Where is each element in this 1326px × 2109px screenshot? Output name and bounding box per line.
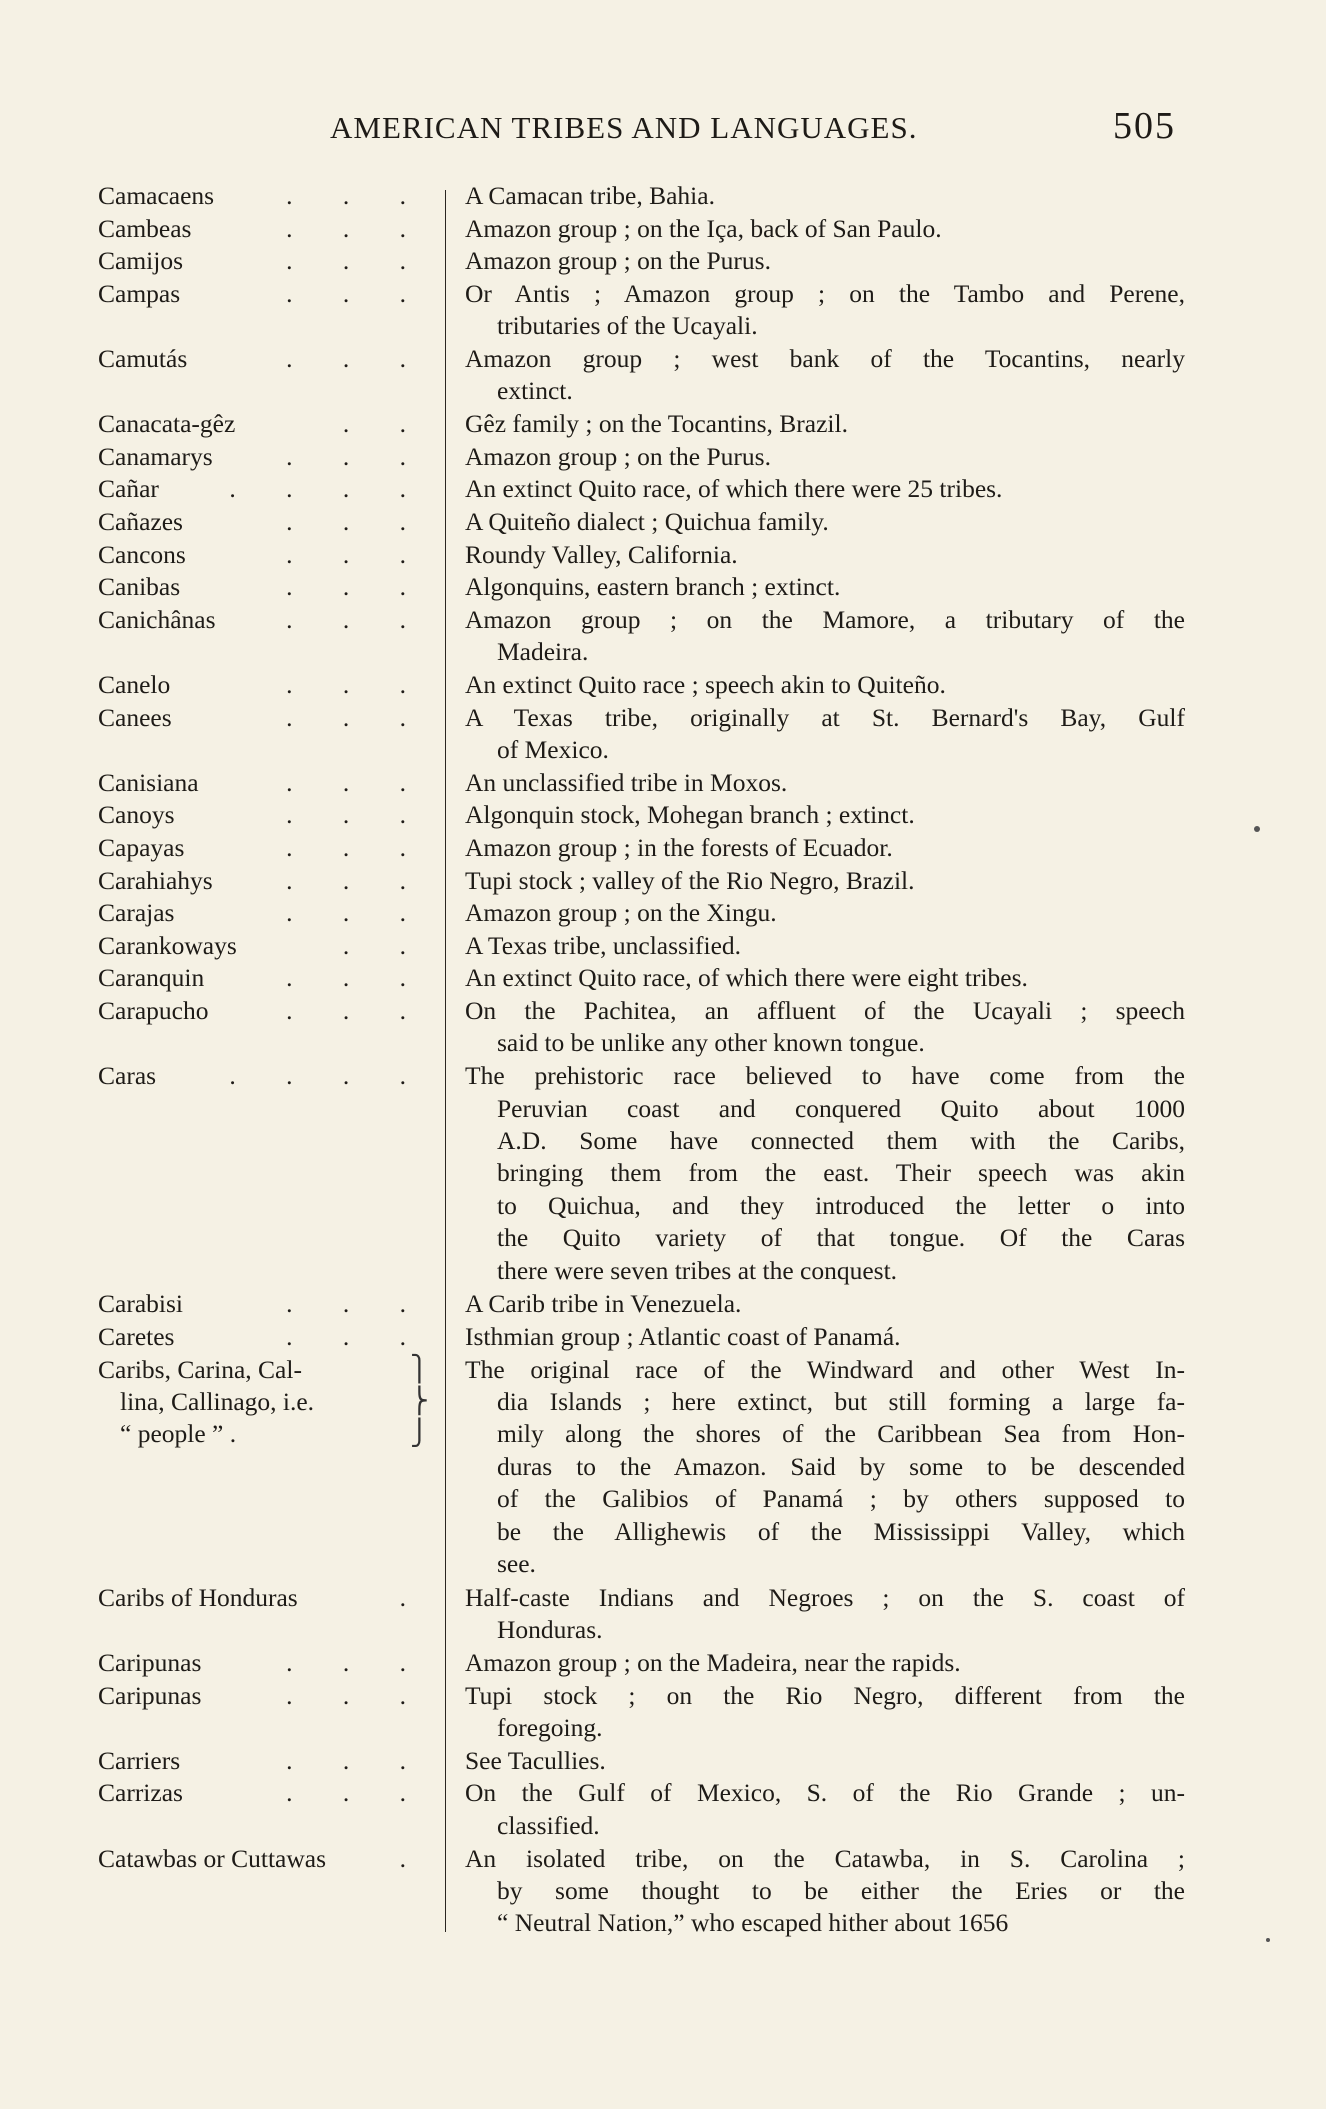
- entry-definition: [465, 343, 1185, 408]
- entry-term: [98, 539, 428, 571]
- leader-dots: . . .: [286, 441, 428, 471]
- entry-term-line: Caribs, Carina, Cal-: [98, 1354, 302, 1384]
- entry-definition: [465, 897, 1185, 929]
- leader-dots: . . .: [286, 898, 428, 928]
- entry-term-text: Carapucho: [98, 996, 209, 1025]
- definition-line: said to be unlike any other known tongue.: [497, 1028, 925, 1058]
- entry-definition: [465, 702, 1185, 767]
- entry-term: [98, 669, 428, 701]
- definition-line: “ Neutral Nation,” who escaped hither about 1656: [497, 1908, 1009, 1938]
- leader-dots: . . .: [286, 604, 428, 634]
- definition-line: An extinct Quito race ; speech akin to Quiteño.: [465, 670, 946, 699]
- margin-speck: [1266, 1938, 1270, 1942]
- entry-definition: [465, 539, 1185, 571]
- definition-line: An extinct Quito race, of which there were eight tribes.: [465, 963, 1028, 993]
- entry-definition: [465, 865, 1185, 897]
- entry-term: [98, 180, 428, 212]
- definition-line: Amazon group ; on the Iça, back of San Paulo.: [465, 213, 942, 243]
- entry-term: [98, 506, 428, 538]
- definition-line: Algonquins, eastern branch ; extinct.: [465, 572, 841, 602]
- entry-term: [98, 897, 428, 929]
- definition-line: of the Galibios of Panamá ; by others supposed to: [497, 1484, 1185, 1514]
- entry-term: [98, 995, 428, 1027]
- definition-line: An isolated tribe, on the Catawba, in S. Carolina ;: [465, 1843, 1185, 1873]
- definition-line: Or Antis ; Amazon group ; on the Tambo and Perene,: [465, 278, 1185, 308]
- definition-line: Amazon group ; west bank of the Tocantins, nearly: [465, 344, 1185, 373]
- leader-dots: . . . .: [229, 474, 428, 504]
- entry-term: [98, 962, 428, 994]
- leader-dots: . . .: [286, 507, 428, 536]
- entry-definition: [465, 245, 1185, 277]
- definition-line: duras to the Amazon. Said by some to be descended: [497, 1451, 1185, 1481]
- entry-term-text: Caripunas: [98, 1648, 202, 1677]
- entry-term-text: Cancons: [98, 539, 186, 569]
- leader-dots: . . .: [286, 1745, 428, 1775]
- entry-term: [98, 832, 428, 864]
- brace-mark: ⎫ ⎬ ⎭: [410, 1355, 429, 1448]
- leader-dots: . . .: [286, 800, 428, 830]
- entry-definition: [465, 1288, 1185, 1320]
- entry-term: [98, 1843, 428, 1875]
- entry-definition: [465, 1060, 1185, 1287]
- entry-term-text: Canees: [98, 702, 172, 732]
- leader-dots: . . .: [286, 833, 428, 862]
- leader-dots: . . .: [286, 246, 428, 276]
- definition-line: See Tacullies.: [465, 1745, 606, 1775]
- leader-dots: . . .: [286, 1680, 428, 1710]
- entry-term-text: Caras: [98, 1061, 157, 1091]
- definition-line: An unclassified tribe in Moxos.: [465, 767, 788, 797]
- entry-definition: [465, 962, 1185, 994]
- leader-dots: . . .: [286, 213, 428, 243]
- entry-definition: [465, 213, 1185, 245]
- entry-term: [98, 1321, 428, 1353]
- entry-term: [98, 1288, 428, 1320]
- definition-line: Algonquin stock, Mohegan branch ; extinct.: [465, 800, 915, 830]
- definition-line: Madeira.: [497, 637, 589, 667]
- definition-line: The original race of the Windward and other West In-: [465, 1354, 1185, 1384]
- entry-definition: [465, 995, 1185, 1060]
- running-head: AMERICAN TRIBES AND LANGUAGES.: [330, 110, 918, 145]
- entry-definition: [465, 571, 1185, 603]
- entry-term: [98, 245, 428, 277]
- entry-definition: [465, 408, 1185, 440]
- leader-dots: . . .: [286, 181, 428, 210]
- definition-line: Amazon group ; on the Purus.: [465, 441, 771, 471]
- leader-dots: . .: [342, 409, 428, 439]
- entry-term: [98, 865, 428, 897]
- entry-term-text: Carabisi: [98, 1289, 183, 1319]
- entry-term: [98, 1582, 428, 1614]
- entry-term-text: Canisiana: [98, 767, 199, 797]
- entry-term: [98, 278, 428, 310]
- leader-dots: . . .: [286, 344, 428, 373]
- definition-line: Amazon group ; on the Xingu.: [465, 898, 777, 928]
- definition-line: mily along the shores of the Caribbean Sea from Hon-: [497, 1419, 1185, 1449]
- leader-dots: . . .: [286, 702, 428, 732]
- definition-line: dia Islands ; here extinct, but still forming a large fa-: [497, 1387, 1185, 1416]
- definition-line: foregoing.: [497, 1713, 603, 1742]
- entry-term: [98, 1354, 438, 1451]
- entry-term-text: Camacaens: [98, 181, 215, 210]
- entry-term: [98, 767, 428, 799]
- leader-dots: . . .: [286, 539, 428, 569]
- leader-dots: . . .: [286, 278, 428, 308]
- definition-line: A.D. Some have connected them with the Caribs,: [497, 1126, 1185, 1155]
- entry-term-text: Carankoways: [98, 930, 237, 960]
- definition-line: An extinct Quito race, of which there were 25 tribes.: [465, 474, 1003, 504]
- definition-line: Amazon group ; in the forests of Ecuador.: [465, 833, 893, 862]
- entry-term: [98, 702, 428, 734]
- leader-dots: . . .: [286, 865, 428, 895]
- entry-term: [98, 1060, 428, 1092]
- definition-line: A Texas tribe, originally at St. Bernard's Bay, Gulf: [465, 702, 1185, 732]
- entry-term-text: Catawbas or Cuttawas: [98, 1843, 327, 1873]
- definition-line: of Mexico.: [497, 735, 609, 764]
- entry-definition: [465, 441, 1185, 473]
- definition-line: A Quiteño dialect ; Quichua family.: [465, 507, 829, 536]
- column-divider: [445, 190, 446, 1932]
- entry-term-line: “ people ” .: [120, 1419, 237, 1449]
- entry-term: [98, 1680, 428, 1712]
- definition-line: Half-caste Indians and Negroes ; on the S. coast of: [465, 1582, 1185, 1612]
- entry-definition: [465, 180, 1185, 212]
- entry-definition: [465, 473, 1185, 505]
- entry-term-text: Caretes: [98, 1322, 175, 1351]
- entry-definition: [465, 930, 1185, 962]
- entry-definition: [465, 1745, 1185, 1777]
- entry-term-text: Caranquin: [98, 963, 205, 993]
- leader-dots: . . .: [286, 996, 428, 1025]
- leader-dots: . . .: [286, 670, 428, 699]
- margin-speck: [1254, 826, 1260, 832]
- definition-line: Peruvian coast and conquered Quito about 1000: [497, 1093, 1185, 1123]
- definition-line: Amazon group ; on the Madeira, near the rapids.: [465, 1648, 961, 1677]
- entry-term: [98, 1777, 428, 1809]
- definition-line: Tupi stock ; valley of the Rio Negro, Brazil.: [465, 865, 915, 895]
- entry-term-text: Capayas: [98, 833, 185, 862]
- definition-line: On the Gulf of Mexico, S. of the Rio Grande ; un-: [465, 1778, 1185, 1808]
- definition-line: On the Pachitea, an affluent of the Ucayali ; speech: [465, 996, 1185, 1025]
- entry-term-text: Canamarys: [98, 441, 213, 471]
- definition-line: to Quichua, and they introduced the letter o into: [497, 1190, 1185, 1220]
- entry-term-text: Canichânas: [98, 604, 216, 634]
- definition-line: Isthmian group ; Atlantic coast of Panamá.: [465, 1322, 901, 1351]
- definition-line: A Texas tribe, unclassified.: [465, 930, 742, 960]
- entry-term-text: Camijos: [98, 246, 184, 276]
- entry-definition: [465, 1777, 1185, 1842]
- entry-definition: [465, 799, 1185, 831]
- definition-line: tributaries of the Ucayali.: [497, 311, 758, 341]
- entry-term-text: Cambeas: [98, 213, 192, 243]
- entry-term: [98, 1745, 428, 1777]
- entry-term-text: Carajas: [98, 898, 175, 928]
- entry-term-text: Carriers: [98, 1745, 181, 1775]
- entry-definition: [465, 1843, 1185, 1940]
- leader-dots: . .: [342, 930, 428, 960]
- definition-line: see.: [497, 1549, 536, 1579]
- entry-term: [98, 343, 428, 375]
- entry-term: [98, 213, 428, 245]
- leader-dots: . . .: [286, 767, 428, 797]
- entry-term-text: Caripunas: [98, 1680, 202, 1710]
- definition-line: there were seven tribes at the conquest.: [497, 1255, 898, 1285]
- entry-definition: [465, 1680, 1185, 1745]
- page-number: 505: [1113, 105, 1176, 147]
- entry-term-text: Caribs of Honduras: [98, 1582, 298, 1612]
- entry-term: [98, 604, 428, 636]
- leader-dots: . . . .: [229, 1061, 428, 1091]
- entry-term-text: Carrizas: [98, 1778, 183, 1808]
- entry-definition: [465, 669, 1185, 701]
- entry-term-line: lina, Callinago, i.e.: [120, 1387, 315, 1416]
- definition-line: Amazon group ; on the Mamore, a tributary of the: [465, 604, 1185, 634]
- leader-dots: .: [399, 1582, 428, 1612]
- definition-line: Roundy Valley, California.: [465, 539, 738, 569]
- definition-line: Honduras.: [497, 1615, 603, 1645]
- entry-term: [98, 441, 428, 473]
- entry-definition: [465, 1354, 1185, 1581]
- page-header: [330, 104, 1190, 148]
- definition-line: The prehistoric race believed to have come from the: [465, 1061, 1185, 1091]
- entry-definition: [465, 604, 1185, 669]
- entry-term-text: Campas: [98, 278, 181, 308]
- definition-line: extinct.: [497, 376, 573, 406]
- definition-line: bringing them from the east. Their speech was akin: [497, 1158, 1185, 1188]
- entry-term-text: Cañazes: [98, 507, 183, 536]
- definition-line: by some thought to be either the Eries or the: [497, 1876, 1185, 1905]
- definition-line: classified.: [497, 1810, 600, 1840]
- entry-definition: [465, 1321, 1185, 1353]
- definition-line: A Camacan tribe, Bahia.: [465, 181, 715, 210]
- leader-dots: . . .: [286, 1289, 428, 1319]
- entry-definition: [465, 506, 1185, 538]
- definition-line: the Quito variety of that tongue. Of the Caras: [497, 1223, 1185, 1253]
- leader-dots: . . .: [286, 1778, 428, 1808]
- entry-term-text: Canelo: [98, 670, 171, 699]
- entry-term: [98, 1647, 428, 1679]
- entry-definition: [465, 1647, 1185, 1679]
- entry-definition: [465, 1582, 1185, 1647]
- leader-dots: . . .: [286, 1648, 428, 1677]
- entry-term-text: Canacata-gêz: [98, 409, 236, 439]
- leader-dots: .: [399, 1843, 428, 1873]
- definition-line: Gêz family ; on the Tocantins, Brazil.: [465, 409, 848, 439]
- definition-line: be the Allighewis of the Mississippi Valley, which: [497, 1516, 1185, 1546]
- entry-term-text: Canoys: [98, 800, 175, 830]
- entry-definition: [465, 767, 1185, 799]
- definition-line: Tupi stock ; on the Rio Negro, different from the: [465, 1680, 1185, 1710]
- definition-line: Amazon group ; on the Purus.: [465, 246, 771, 276]
- entry-term-text: Carahiahys: [98, 865, 213, 895]
- entry-term-text: Cañar: [98, 474, 159, 504]
- entry-term: [98, 408, 428, 440]
- leader-dots: . . .: [286, 572, 428, 602]
- entry-term-text: Camutás: [98, 344, 188, 373]
- entry-term: [98, 930, 428, 962]
- definition-line: A Carib tribe in Venezuela.: [465, 1289, 742, 1319]
- entry-term-text: Canibas: [98, 572, 181, 602]
- leader-dots: . . .: [286, 963, 428, 993]
- entry-term: [98, 799, 428, 831]
- entry-definition: [465, 278, 1185, 343]
- entry-definition: [465, 832, 1185, 864]
- entry-term: [98, 473, 428, 505]
- entry-term: [98, 571, 428, 603]
- leader-dots: . . .: [286, 1322, 428, 1351]
